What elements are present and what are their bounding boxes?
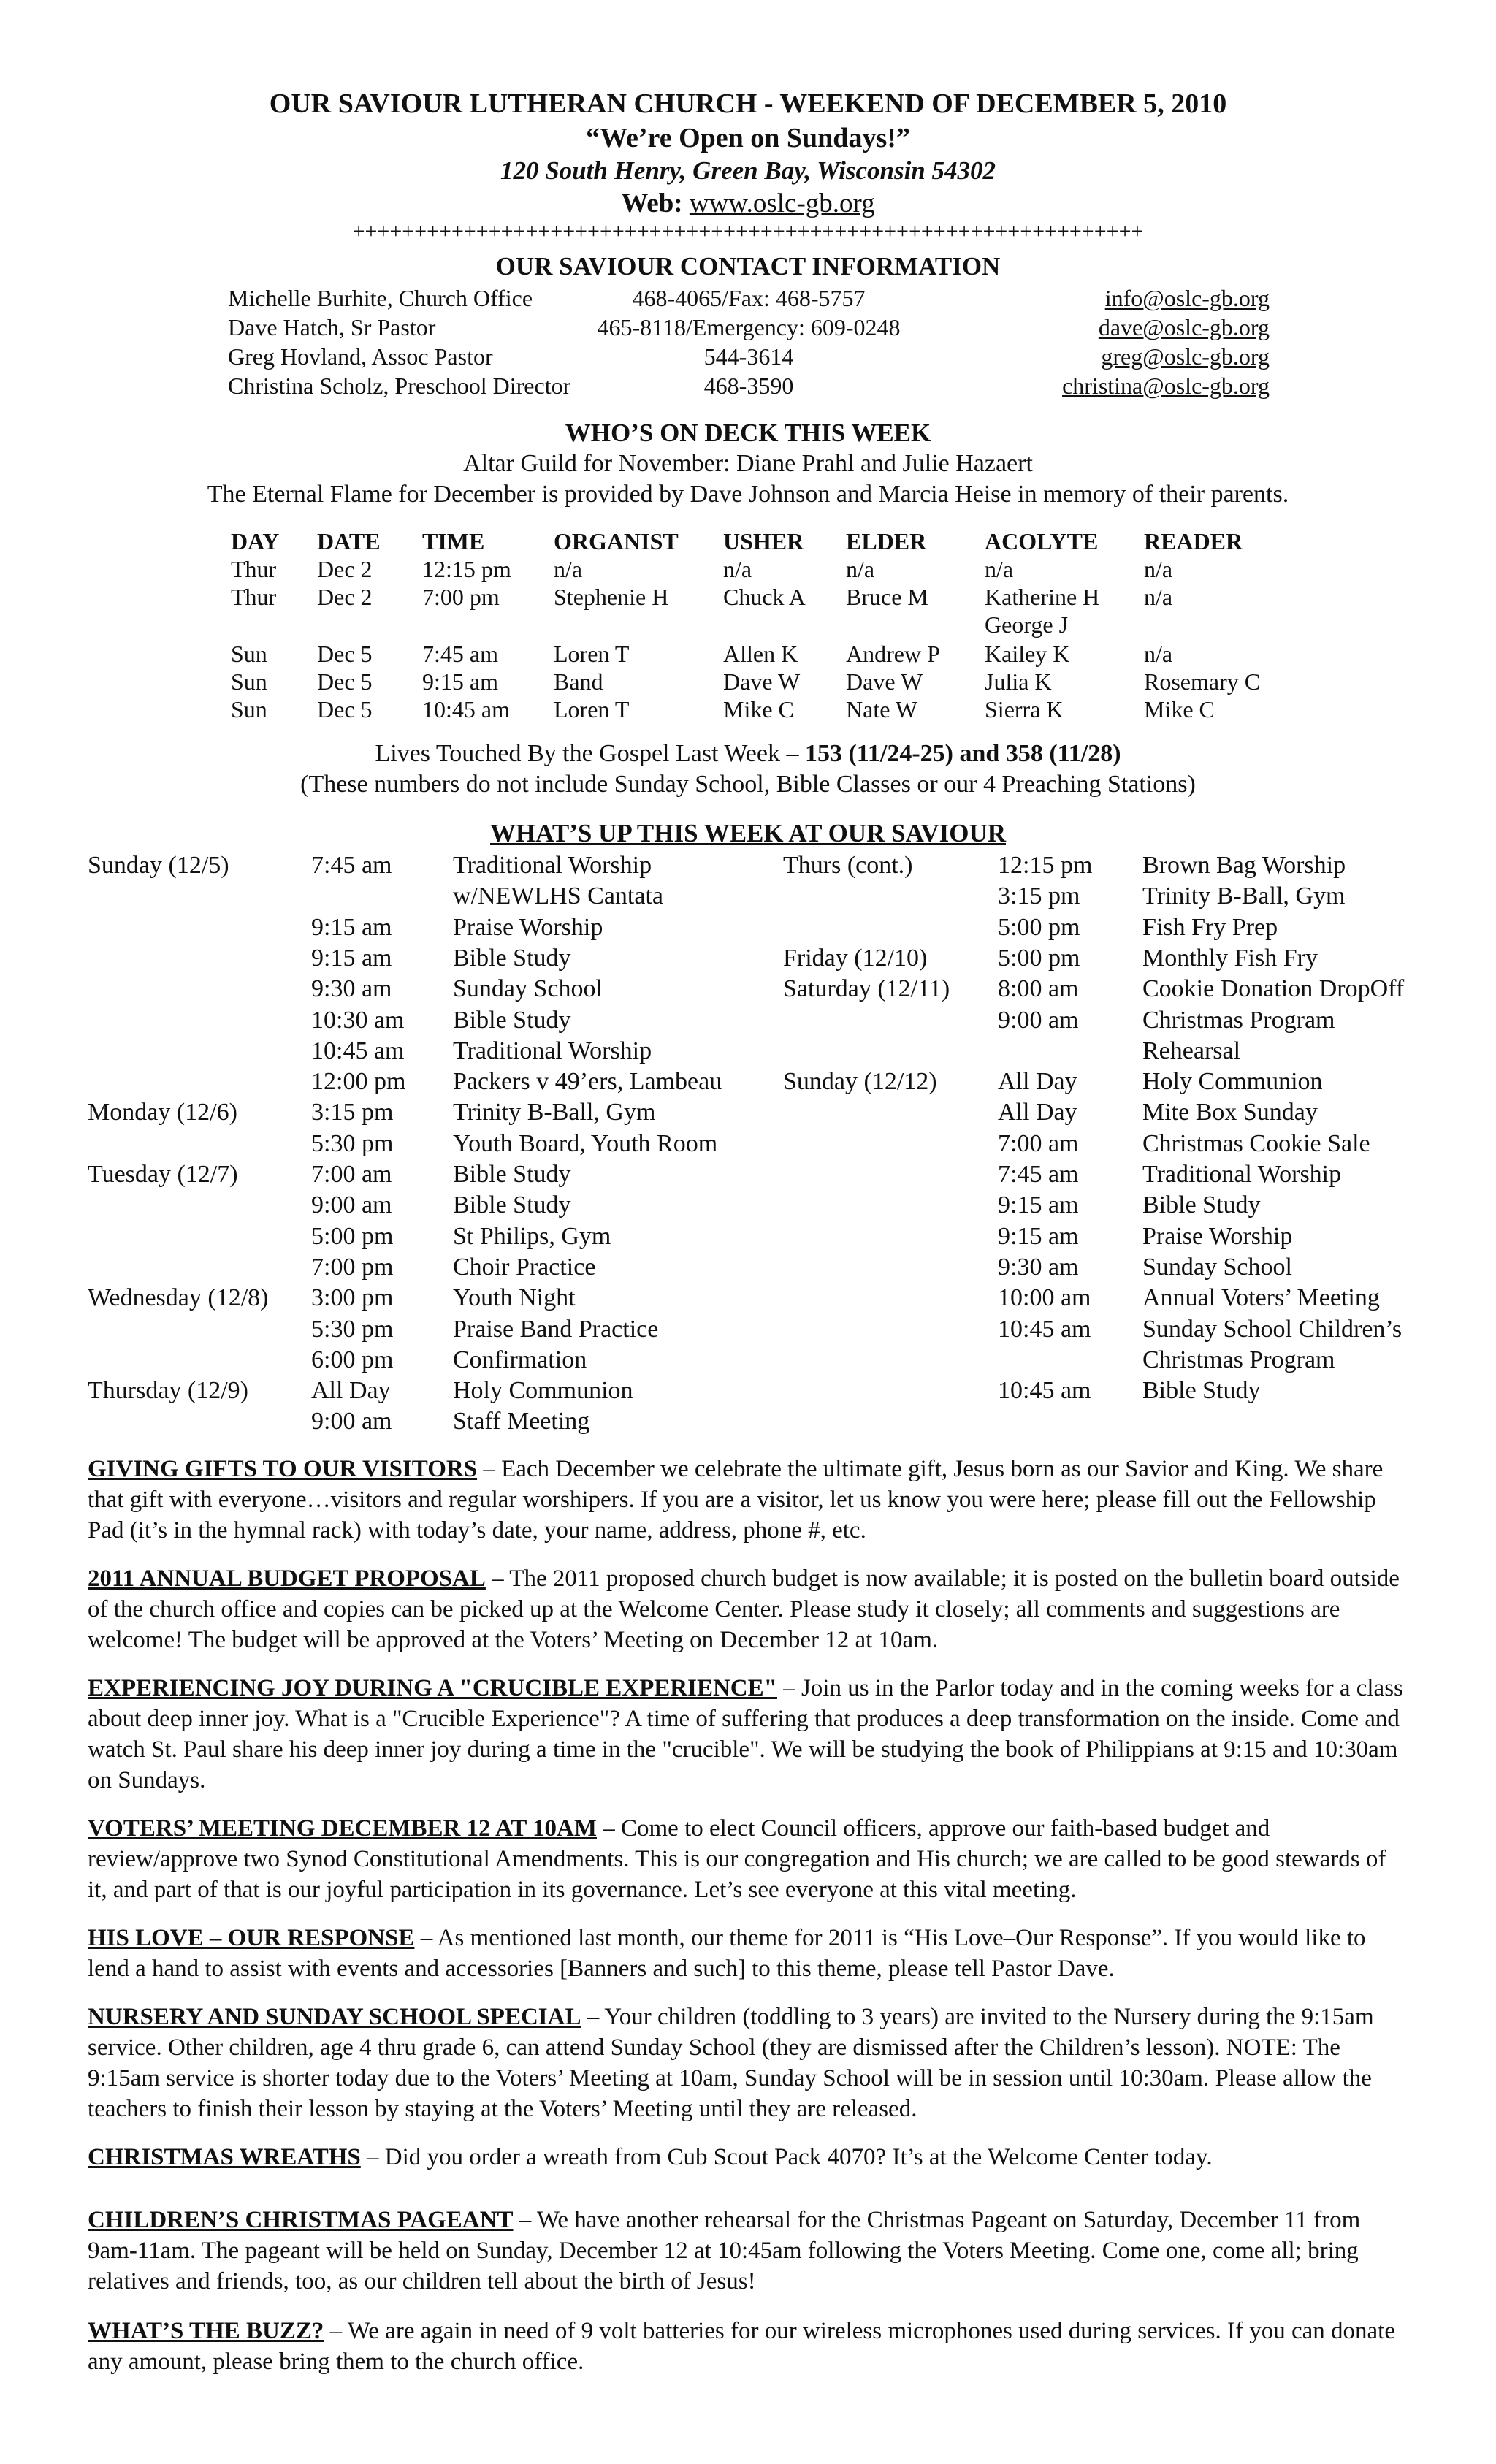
schedule-time: 10:30 am — [311, 1007, 405, 1034]
divider: ++++++++++++++++++++++++++++++++++++++++++++++++++++++++++++++++ — [352, 219, 1144, 243]
schedule-event: Youth Board, Youth Room — [453, 1130, 718, 1157]
schedule-time: 10:45 am — [998, 1377, 1091, 1404]
schedule-day: Tuesday (12/7) — [88, 1161, 238, 1188]
schedule-row-left — [0, 1406, 1496, 1437]
schedule-time: 5:00 pm — [998, 945, 1080, 972]
schedule-event: Bible Study — [453, 1007, 571, 1034]
duty-cell: Thur — [231, 584, 277, 610]
schedule-time: 5:00 pm — [311, 1223, 394, 1250]
schedule-time: 9:15 am — [998, 1223, 1079, 1250]
schedule-time: 6:00 pm — [311, 1346, 394, 1373]
schedule-time: 10:45 am — [311, 1037, 405, 1064]
schedule-event: Christmas Program — [1142, 1346, 1335, 1373]
schedule-event: Sunday School — [453, 975, 603, 1002]
contact-phone: 468-4065/Fax: 468-5757 — [632, 285, 866, 311]
duty-cell: 7:00 pm — [422, 584, 500, 610]
contacts-title: OUR SAVIOUR CONTACT INFORMATION — [495, 252, 1001, 281]
duty-cell: 9:15 am — [422, 668, 498, 695]
contact-name: Dave Hatch, Sr Pastor — [228, 314, 436, 340]
schedule-time: 9:00 am — [311, 1191, 392, 1218]
duty-cell: Chuck A — [723, 584, 806, 610]
duty-cell: Sun — [231, 696, 267, 722]
eternal-flame: The Eternal Flame for December is provided by Dave Johnson and Marcia Heise in memory of their parents. — [207, 481, 1289, 508]
schedule-event: Packers v 49’ers, Lambeau — [453, 1068, 722, 1095]
duty-column-header: DATE — [317, 528, 381, 554]
contact-email[interactable]: info@oslc-gb.org — [1104, 285, 1270, 311]
schedule-row-right — [0, 1129, 1496, 1159]
duty-cell: Katherine H — [985, 584, 1100, 610]
announcement-heading: WHAT’S THE BUZZ? — [88, 2318, 324, 2344]
schedule-row-right — [0, 1221, 1496, 1252]
schedule-day: Wednesday (12/8) — [88, 1284, 269, 1311]
schedule-event: Fish Fry Prep — [1142, 914, 1278, 941]
announcement-body: – Come to elect Council officers, approve our faith-based budget and review/approve two Synod Constitutional Amendments. This is our congregation and His church; we are called to be good stewards of it, and part of that is our joyful participation in its governance. Let’s see everyone at this vital meeting. — [88, 1815, 1386, 1903]
schedule-row-right — [0, 1345, 1496, 1376]
duty-cell: Kailey K — [985, 641, 1070, 667]
altar-guild: Altar Guild for November: Diane Prahl and Julie Hazaert — [463, 450, 1033, 477]
announcement — [88, 1813, 1408, 1905]
announcement-heading: EXPERIENCING JOY DURING A "CRUCIBLE EXPERIENCE" — [88, 1675, 777, 1701]
schedule-event: Confirmation — [453, 1346, 587, 1373]
schedule-row-right — [0, 912, 1496, 943]
contact-phone: 468-3590 — [703, 373, 794, 399]
duty-cell: Dec 5 — [317, 668, 373, 695]
duty-cell: Mike C — [1144, 696, 1215, 722]
schedule-row-right — [0, 1314, 1496, 1345]
duty-cell: n/a — [1144, 584, 1173, 610]
schedule-day: Thursday (12/9) — [88, 1377, 249, 1404]
schedule-event: Rehearsal — [1142, 1037, 1241, 1064]
duty-column-header: ORGANIST — [554, 528, 679, 554]
schedule-time: 9:15 am — [311, 914, 392, 941]
announcement — [88, 2002, 1408, 2124]
schedule-event: Annual Voters’ Meeting — [1142, 1284, 1380, 1311]
lives-touched — [0, 739, 1496, 769]
duty-cell: Loren T — [554, 696, 630, 722]
contact-name: Michelle Burhite, Church Office — [228, 285, 533, 311]
schedule-time: 3:15 pm — [998, 882, 1080, 909]
duty-cell: Sierra K — [985, 696, 1064, 722]
schedule-day: Thurs (cont.) — [783, 852, 913, 879]
schedule-row-right — [0, 1190, 1496, 1221]
schedule-time: 8:00 am — [998, 975, 1079, 1002]
schedule-row-right — [0, 1067, 1496, 1097]
schedule-row-right — [0, 1283, 1496, 1313]
announcement-body: – Your children (toddling to 3 years) are invited to the Nursery during the 9:15am service. Other children, age 4 thru grade 6, can attend Sunday School (they are dismissed after the Children’s lesson). NOTE: The 9:15am service is shorter today due to the Voters’ Meeting at 10am, Sunday School will be in session until 10:30am. Please allow the teachers to finish their lesson by staying at the Voters’ Meeting until they are released. — [88, 2004, 1374, 2122]
schedule-row-right — [0, 974, 1496, 1004]
schedule-event: Monthly Fish Fry — [1142, 945, 1318, 972]
duty-cell: n/a — [846, 556, 875, 582]
schedule-time: 7:45 am — [311, 852, 392, 879]
duty-column-header: ACOLYTE — [985, 528, 1099, 554]
lives-counts: 153 (11/24-25) and 358 (11/28) — [804, 740, 1121, 767]
schedule-time: All Day — [998, 1068, 1077, 1095]
duty-cell: n/a — [1144, 641, 1173, 667]
duty-column-header: TIME — [422, 528, 485, 554]
schedule-time: 12:15 pm — [998, 852, 1093, 879]
schedule-event: Praise Worship — [1142, 1223, 1293, 1250]
schedule-time: 9:15 am — [998, 1191, 1079, 1218]
duty-cell: Stephenie H — [554, 584, 669, 610]
duty-column-header: USHER — [723, 528, 804, 554]
schedule-row-right — [0, 1159, 1496, 1190]
contact-row — [228, 342, 1270, 371]
website-link[interactable]: www.oslc-gb.org — [689, 188, 875, 218]
duty-cell: Julia K — [985, 668, 1052, 695]
schedule-event: Trinity B-Ball, Gym — [453, 1099, 656, 1126]
tagline: “We’re Open on Sundays!” — [586, 123, 910, 153]
duty-column-header: READER — [1144, 528, 1243, 554]
schedule-row-right — [0, 1005, 1496, 1036]
schedule-time: All Day — [311, 1377, 391, 1404]
contact-email[interactable]: christina@oslc-gb.org — [1062, 373, 1270, 399]
lives-note: (These numbers do not include Sunday School, Bible Classes or our 4 Preaching Stations) — [300, 771, 1196, 798]
schedule-event: Holy Communion — [1142, 1068, 1323, 1095]
duty-cell: 10:45 am — [422, 696, 510, 722]
schedule-event: Traditional Worship — [453, 1037, 652, 1064]
schedule-row-right — [0, 850, 1496, 881]
schedule-event: Traditional Worship — [1142, 1161, 1342, 1188]
announcement-heading: VOTERS’ MEETING DECEMBER 12 AT 10AM — [88, 1815, 597, 1842]
website-line — [0, 187, 1496, 221]
duty-cell: Rosemary C — [1144, 668, 1261, 695]
announcement-heading: GIVING GIFTS TO OUR VISITORS — [88, 1456, 478, 1482]
announcement-heading: CHILDREN’S CHRISTMAS PAGEANT — [88, 2207, 514, 2233]
schedule-time: 7:00 am — [311, 1161, 392, 1188]
schedule-time: 9:00 am — [311, 1408, 392, 1435]
duty-cell: Nate W — [846, 696, 918, 722]
web-label: Web: — [621, 188, 683, 218]
contact-name: Christina Scholz, Preschool Director — [228, 373, 571, 399]
schedule-time: 3:15 pm — [311, 1099, 394, 1126]
duty-cell: 7:45 am — [422, 641, 498, 667]
schedule-row-right — [0, 1376, 1496, 1406]
contact-name: Greg Hovland, Assoc Pastor — [228, 343, 493, 370]
announcement-body: – We are again in need of 9 volt batteries for our wireless microphones used during services. If you can donate any amount, please bring them to the church office. — [88, 2318, 1395, 2375]
schedule-time: 3:00 pm — [311, 1284, 394, 1311]
duty-cell: Sun — [231, 641, 267, 667]
announcement-heading: HIS LOVE – OUR RESPONSE — [88, 1925, 415, 1951]
schedule-time: 9:30 am — [998, 1254, 1079, 1281]
schedule-event: Sunday School — [1142, 1254, 1292, 1281]
contact-phone: 465-8118/Emergency: 609-0248 — [597, 314, 901, 340]
schedule-event: Traditional Worship — [453, 852, 652, 879]
schedule-time: 9:00 am — [998, 1007, 1079, 1034]
duty-cell: n/a — [985, 556, 1014, 582]
lives-prefix: Lives Touched By the Gospel Last Week – — [375, 740, 805, 767]
duty-cell: Loren T — [554, 641, 630, 667]
schedule-day: Sunday (12/5) — [88, 852, 229, 879]
duty-cell: Mike C — [723, 696, 794, 722]
schedule-time: 10:00 am — [998, 1284, 1091, 1311]
announcement — [88, 2205, 1408, 2297]
announcement — [88, 2316, 1408, 2377]
schedule-event: Mite Box Sunday — [1142, 1099, 1318, 1126]
duty-cell: Allen K — [723, 641, 798, 667]
schedule-event: Sunday School Children’s — [1142, 1316, 1402, 1343]
duty-cell: Dec 5 — [317, 641, 373, 667]
schedule-time: 5:30 pm — [311, 1130, 394, 1157]
duty-cell: n/a — [723, 556, 752, 582]
duty-cell: Dave W — [723, 668, 801, 695]
duty-cell: n/a — [554, 556, 583, 582]
duty-cell: Dec 2 — [317, 584, 373, 610]
duty-cell: n/a — [1144, 556, 1173, 582]
contact-email[interactable]: greg@oslc-gb.org — [1101, 343, 1270, 370]
schedule-event: Cookie Donation DropOff — [1142, 975, 1405, 1002]
schedule-time: 9:15 am — [311, 945, 392, 972]
announcement-heading: NURSERY AND SUNDAY SCHOOL SPECIAL — [88, 2004, 581, 2030]
announcement — [88, 1923, 1408, 1984]
schedule-row-right — [0, 881, 1496, 912]
schedule-day: Monday (12/6) — [88, 1099, 237, 1126]
schedule-event: Staff Meeting — [453, 1408, 590, 1435]
schedule-event: Bible Study — [1142, 1191, 1261, 1218]
contact-row — [228, 371, 1270, 400]
schedule-time: 7:00 am — [998, 1130, 1079, 1157]
contact-row — [228, 313, 1270, 342]
schedule-event: Christmas Cookie Sale — [1142, 1130, 1370, 1157]
schedule-time: 5:00 pm — [998, 914, 1080, 941]
duty-cell: George J — [985, 611, 1069, 638]
on-deck-title: WHO’S ON DECK THIS WEEK — [565, 419, 931, 447]
schedule-day: Saturday (12/11) — [783, 975, 950, 1002]
schedule-row-right — [0, 1036, 1496, 1067]
duty-column-header: ELDER — [846, 528, 927, 554]
bulletin-title: OUR SAVIOUR LUTHERAN CHURCH - WEEKEND OF DECEMBER 5, 2010 — [269, 88, 1227, 119]
schedule-event: Christmas Program — [1142, 1007, 1335, 1034]
duty-cell: Bruce M — [846, 584, 928, 610]
schedule-title: WHAT’S UP THIS WEEK AT OUR SAVIOUR — [489, 819, 1007, 847]
schedule-event: Bible Study — [453, 1161, 571, 1188]
schedule-time: All Day — [998, 1099, 1077, 1126]
announcement-heading: 2011 ANNUAL BUDGET PROPOSAL — [88, 1565, 486, 1592]
schedule-time: 10:45 am — [998, 1316, 1091, 1343]
schedule-row-right — [0, 1252, 1496, 1283]
announcement-body: – Did you order a wreath from Cub Scout Pack 4070? It’s at the Welcome Center today. — [360, 2144, 1213, 2170]
announcement — [88, 1673, 1408, 1796]
schedule-event: Bible Study — [453, 945, 571, 972]
schedule-event: w/NEWLHS Cantata — [453, 882, 663, 909]
schedule-time: 9:30 am — [311, 975, 392, 1002]
schedule-row-right — [0, 1097, 1496, 1128]
schedule-row-right — [0, 943, 1496, 974]
schedule-event: St Philips, Gym — [453, 1223, 611, 1250]
schedule-time: 7:00 pm — [311, 1254, 394, 1281]
duty-column-header: DAY — [231, 528, 280, 554]
schedule-event: Trinity B-Ball, Gym — [1142, 882, 1346, 909]
duty-cell: Dave W — [846, 668, 923, 695]
church-address: 120 South Henry, Green Bay, Wisconsin 54302 — [500, 156, 996, 185]
duty-cell: 12:15 pm — [422, 556, 511, 582]
announcement-body: – As mentioned last month, our theme for 2011 is “His Love–Our Response”. If you would like to lend a hand to assist with events and accessories [Banners and such] to this theme, please tell Pastor Dave. — [88, 1925, 1366, 1982]
schedule-event: Praise Band Practice — [453, 1316, 659, 1343]
contact-email[interactable]: dave@oslc-gb.org — [1098, 314, 1270, 340]
announcement-body: – The 2011 proposed church budget is now available; it is posted on the bulletin board outside of the church office and copies can be picked up at the Welcome Center. Please study it closely; all comments and suggestions are welcome! The budget will be approved at the Voters’ Meeting on December 12 at 10am. — [88, 1565, 1400, 1653]
schedule-time: 12:00 pm — [311, 1068, 406, 1095]
announcement-body: – Join us in the Parlor today and in the coming weeks for a class about deep inner joy. What is a "Crucible Experience"? A time of suffering that produces a deep transformation on the inside. Come and watch St. Paul share his deep inner joy during a time in the "crucible". We will be studying the book of Philippians at 9:15 and 10:30am on Sundays. — [88, 1675, 1403, 1793]
announcement — [88, 1454, 1408, 1546]
announcement — [88, 1563, 1408, 1655]
duty-cell: Dec 2 — [317, 556, 373, 582]
duty-cell: Band — [554, 668, 603, 695]
schedule-event: Bible Study — [453, 1191, 571, 1218]
schedule-event: Praise Worship — [453, 914, 603, 941]
announcement-heading: CHRISTMAS WREATHS — [88, 2144, 361, 2170]
schedule-event: Brown Bag Worship — [1142, 852, 1346, 879]
schedule-time: 5:30 pm — [311, 1316, 394, 1343]
schedule-time: 7:45 am — [998, 1161, 1079, 1188]
announcement-body: – We have another rehearsal for the Christmas Pageant on Saturday, December 11 from 9am-11am. The pageant will be held on Sunday, December 12 at 10:45am following the Voters Meeting. Come one, come all; bring relatives and friends, too, as our children tell about the birth of Jesus! — [88, 2207, 1361, 2295]
contact-row — [228, 283, 1270, 313]
schedule-day: Friday (12/10) — [783, 945, 928, 972]
duty-cell: Sun — [231, 668, 267, 695]
announcement — [88, 2142, 1408, 2173]
schedule-day: Sunday (12/12) — [783, 1068, 937, 1095]
schedule-event: Youth Night — [453, 1284, 576, 1311]
announcement-body: – Each December we celebrate the ultimate gift, Jesus born as our Savior and King. We share that gift with everyone…visitors and regular worshipers. If you are a visitor, let us know you were here; please fill out the Fellowship Pad (it’s in the hymnal rack) with today’s date, your name, address, phone #, etc. — [88, 1456, 1384, 1544]
schedule-event: Choir Practice — [453, 1254, 596, 1281]
contact-phone: 544-3614 — [703, 343, 794, 370]
duty-cell: Andrew P — [846, 641, 940, 667]
schedule-event: Holy Communion — [453, 1377, 633, 1404]
duty-cell: Dec 5 — [317, 696, 373, 722]
duty-cell: Thur — [231, 556, 277, 582]
schedule-event: Bible Study — [1142, 1377, 1261, 1404]
